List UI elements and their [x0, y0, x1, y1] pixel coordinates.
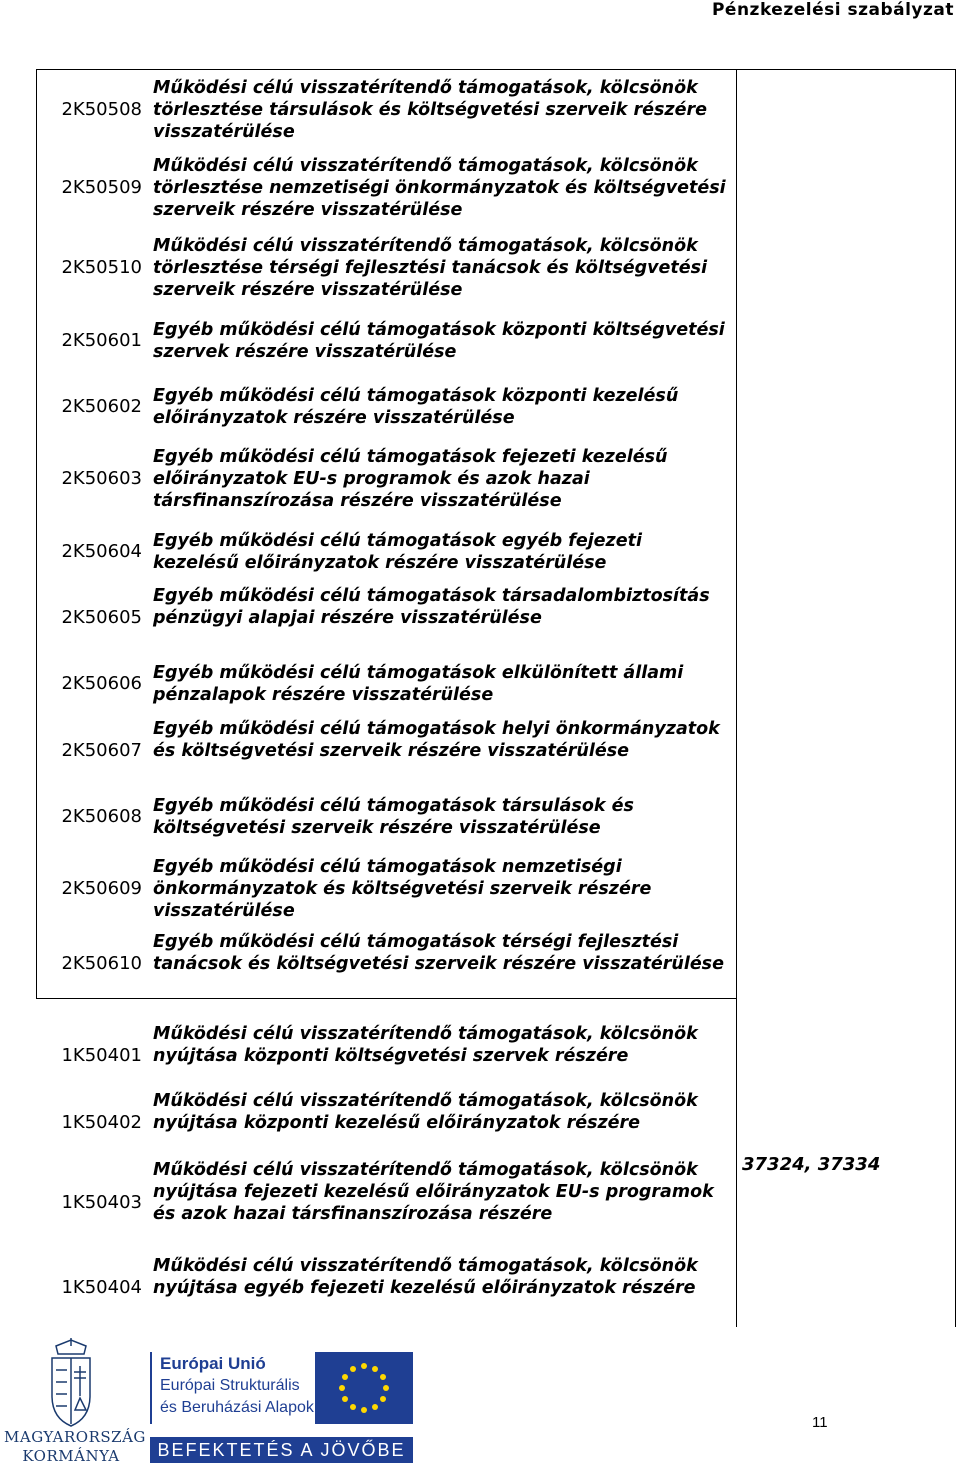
- account-description: Működési célú visszatérítendő támogatások, kölcsönök nyújtása központi kezelésű előirányzatok részére: [153, 1091, 698, 1133]
- account-code: 2K50610: [61, 953, 142, 974]
- account-code: 2K50509: [61, 177, 142, 198]
- eu-subtitle-line2: és Beruházási Alapok: [160, 1399, 314, 1416]
- account-description: Egyéb működési célú támogatások egyéb fejezeti kezelésű előirányzatok részére visszatérülése: [153, 531, 642, 573]
- account-description: Egyéb működési célú támogatások központi kezelésű előirányzatok részére visszatérülése: [153, 386, 679, 428]
- account-description: Működési célú visszatérítendő támogatások, kölcsönök nyújtása központi költségvetési szervek részére: [153, 1024, 698, 1066]
- table-border-top: [36, 69, 955, 70]
- account-description: Egyéb működési célú támogatások elkülönített állami pénzalapok részére visszatérülése: [153, 663, 684, 705]
- eu-flag-icon: [315, 1352, 413, 1424]
- account-code: 2K50601: [61, 330, 142, 351]
- account-code: 2K50606: [61, 673, 142, 694]
- account-description: Működési célú visszatérítendő támogatások, kölcsönök törlesztése térségi fejlesztési tanácsok és költségvetési szerveik részére visszatérülése: [153, 236, 708, 300]
- account-code: 2K50607: [61, 740, 142, 761]
- account-description: Egyéb működési célú támogatások nemzetiségi önkormányzatok és költségvetési szerveik részére visszatérülése: [153, 857, 652, 921]
- table-section-separator: [36, 998, 737, 999]
- account-code: 2K50609: [61, 878, 142, 899]
- table-border-middle: [736, 69, 737, 1327]
- account-description: Egyéb működési célú támogatások helyi önkormányzatok és költségvetési szerveik részére visszatérülése: [153, 719, 720, 761]
- account-description: Működési célú visszatérítendő támogatások, kölcsönök nyújtása fejezeti kezelésű előirányzatok EU-s programok és azok hazai társfinanszírozása részére: [153, 1160, 714, 1224]
- account-description: Működési célú visszatérítendő támogatások, kölcsönök nyújtása egyéb fejezeti kezelésű előirányzatok részére: [153, 1256, 698, 1298]
- account-description: Egyéb működési célú támogatások társadalombiztosítás pénzügyi alapjai részére visszatérülése: [153, 586, 710, 628]
- account-code: 2K50602: [61, 396, 142, 417]
- account-code: 2K50608: [61, 806, 142, 827]
- account-description: Működési célú visszatérítendő támogatások, kölcsönök törlesztése társulások és költségvetési szerveik részére visszatérülése: [153, 78, 707, 142]
- account-description: Egyéb működési célú támogatások központi költségvetési szervek részére visszatérülése: [153, 320, 725, 362]
- government-name-line1: MAGYARORSZÁG: [4, 1428, 146, 1446]
- eu-slogan-bar: BEFEKTETÉS A JÖVŐBE: [150, 1437, 413, 1463]
- table-border-left: [36, 69, 37, 999]
- account-description: Egyéb működési célú támogatások térségi fejlesztési tanácsok és költségvetési szerveik részére visszatérülése: [153, 932, 724, 974]
- account-code: 2K50508: [61, 99, 142, 120]
- page-number: 11: [812, 1414, 828, 1431]
- account-code: 2K50510: [61, 257, 142, 278]
- eu-title: Európai Unió: [160, 1354, 266, 1373]
- account-code: 1K50402: [61, 1112, 142, 1133]
- account-description: Egyéb működési célú támogatások társulások és költségvetési szerveik részére visszatérülése: [153, 796, 634, 838]
- document-header-title: Pénzkezelési szabályzat: [711, 0, 954, 20]
- table-border-right: [955, 69, 956, 1327]
- account-code: 2K50605: [61, 607, 142, 628]
- eu-subtitle-line1: Európai Strukturális: [160, 1377, 300, 1394]
- account-code: 1K50404: [61, 1277, 142, 1298]
- account-code: 2K50604: [61, 541, 142, 562]
- account-code: 1K50401: [61, 1045, 142, 1066]
- account-description: Működési célú visszatérítendő támogatások, kölcsönök törlesztése nemzetiségi önkormányzatok és költségvetési szerveik részére visszatérülése: [153, 156, 726, 220]
- account-code: 2K50603: [61, 468, 142, 489]
- ledger-reference-value: 37324, 37334: [742, 1154, 881, 1175]
- account-code: 1K50403: [61, 1192, 142, 1213]
- account-description: Egyéb működési célú támogatások fejezeti kezelésű előirányzatok EU-s programok és azok hazai társfinanszírozása részére visszatérülése: [153, 447, 668, 511]
- eu-divider: [150, 1352, 152, 1424]
- government-name-line2: KORMÁNYA: [22, 1447, 120, 1465]
